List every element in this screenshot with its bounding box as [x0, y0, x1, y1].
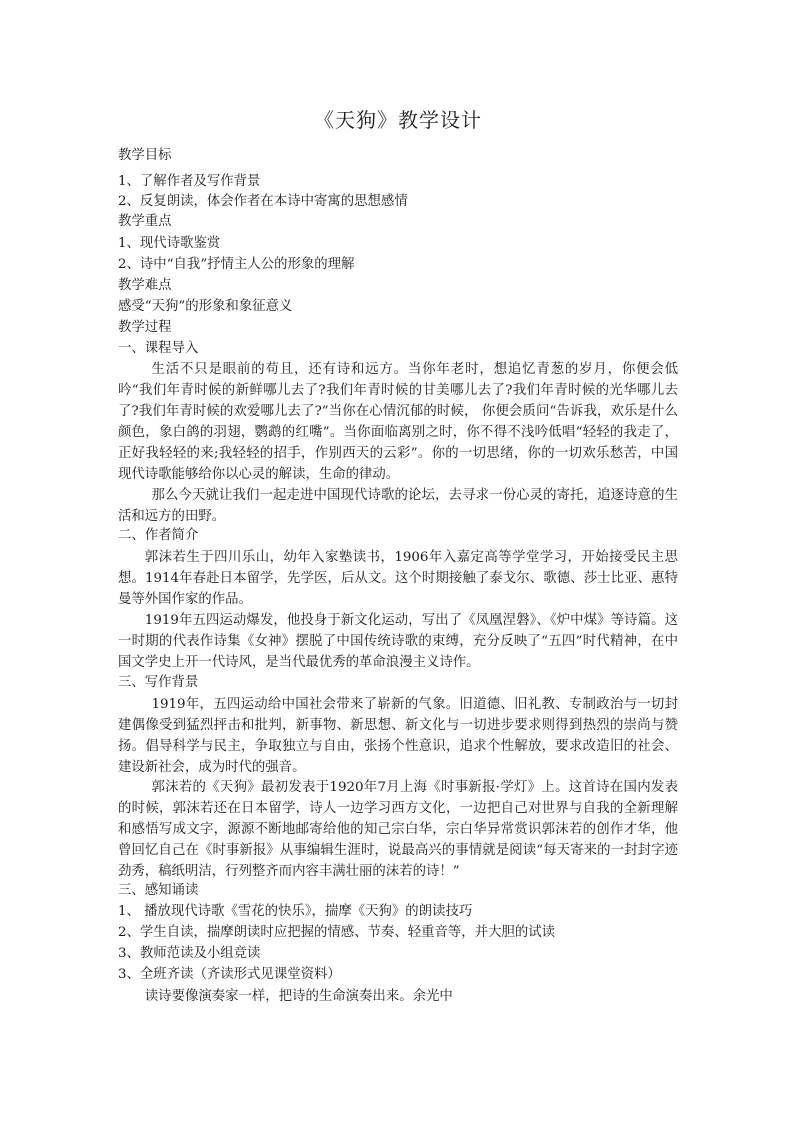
intro-paragraph-2: 那么今天就让我们一起走进中国现代诗歌的论坛，去寻求一份心灵的寄托，追逐诗意的生活和远方的田野。 — [118, 488, 678, 524]
objective-item-2: 2、反复朗读，体会作者在本诗中寄寓的思想感情 — [118, 194, 408, 209]
objective-item-1: 1、了解作者及写作背景 — [118, 174, 261, 189]
author-paragraph-2: 1919年五四运动爆发，他投身于新文化运动，写出了《凤凰涅磐》、《炉中煤》等诗篇。这一时期的代表作诗集《女神》摆脱了中国传统诗歌的束缚，充分反映了“五四”时代精神，在中国文学史上开一代诗风，是当代最优秀的革命浪漫主义诗作。 — [118, 613, 678, 670]
reading-item-4: 3、全班齐读（齐读形式见课堂资料） — [118, 967, 341, 982]
key-point-item-2: 2、诗中“自我”抒情主人公的形象的理解 — [118, 257, 355, 272]
document-title: 《天狗》教学设计 — [314, 108, 482, 132]
author-heading: 二、作者简介 — [118, 528, 199, 543]
intro-paragraph-1: 生活不只是眼前的苟且，还有诗和远方。当你年老时，想追忆青葱的岁月，你便会低吟“我们年青时候的新鲜哪儿去了?我们年青时候的甘美哪儿去了?我们年青时候的光华哪儿去了?我们年青时候的欢爱哪儿去了?”当你在心情沉郁的时候， 你便会质问“告诉我，欢乐是什么颜色，象白鸽的羽翅，鹦鹉的红嘴”。当你面临离别之时，你不得不浅吟低唱“轻轻的我走了，正好我轻轻的来;我轻轻的招手，作别西天的云彩”。你的一切思绪，你的一切欢乐愁苦，中国现代诗歌能够给你以心灵的解读，生命的律动。 — [118, 362, 678, 482]
key-point-item-1: 1、现代诗歌鉴赏 — [118, 236, 221, 251]
reading-heading: 三、感知诵读 — [118, 883, 199, 898]
background-paragraph-2: 郭沫若的《天狗》最初发表于1920年7月上海《时事新报·学灯》上。这首诗在国内发表的时候，郭沫若还在日本留学，诗人一边学习西方文化，一边把自己对世界与自我的全新理解和感悟写成文字，源源不断地邮寄给他的知己宗白华，宗白华异常赏识郭沫若的创作才华，他曾回忆自己在《时事新报》从事编辑生涯时，说最高兴的事情就是阅读“每天寄来的一封封字迹劲秀，稿纸明洁，行列整齐而内容丰满壮丽的沫若的诗！” — [118, 780, 678, 879]
reading-item-1: 1、 播放现代诗歌《雪花的快乐》，揣摩《天狗》的朗读技巧 — [118, 904, 473, 919]
background-heading: 三、写作背景 — [118, 675, 199, 690]
section-heading-objectives: 教学目标 — [118, 148, 172, 163]
section-heading-process: 教学过程 — [118, 320, 172, 335]
background-paragraph-1: 1919年，五四运动给中国社会带来了崭新的气象。旧道德、旧礼教、专制政治与一切封建偶像受到猛烈抨击和批判，新事物、新思想、新文化与一切进步要求则得到热烈的崇尚与赞扬。倡导科学与民主，争取独立与自由，张扬个性意识，追求个性解放，要求改造旧的社会、建设新社会，成为时代的强音。 — [118, 697, 678, 775]
reading-paragraph-1: 读诗要像演奏家一样，把诗的生命演奏出来。余光中 — [144, 989, 453, 1004]
reading-item-3: 3、教师范读及小组竞读 — [118, 946, 261, 961]
reading-item-2: 2、学生自读，揣摩朗读时应把握的情感、节奏、轻重音等，并大胆的试读 — [118, 925, 556, 940]
difficulty-item-1: 感受“天狗”的形象和象征意义 — [118, 299, 293, 314]
section-heading-key-points: 教学重点 — [118, 214, 172, 229]
author-paragraph-1: 郭沫若生于四川乐山，幼年入家塾读书，1906年入嘉定高等学堂学习，开始接受民主思想。1914年春赴日本留学，先学医，后从文。这个时期接触了泰戈尔、歌德、莎士比亚、惠特曼等外国作家的作品。 — [118, 550, 678, 607]
section-heading-difficulties: 教学难点 — [118, 278, 172, 293]
intro-heading: 一、课程导入 — [118, 341, 199, 356]
